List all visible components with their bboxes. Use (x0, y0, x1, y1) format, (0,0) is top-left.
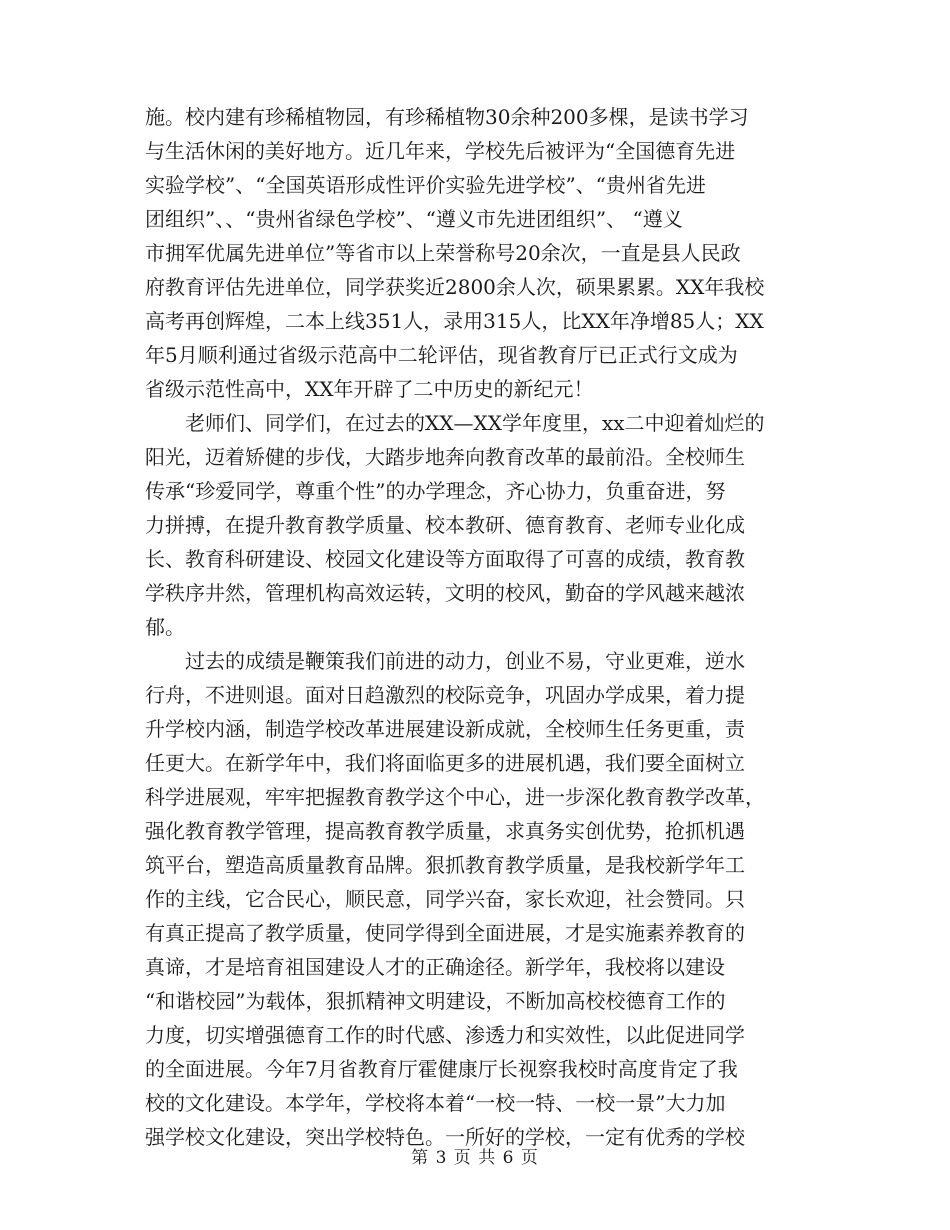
text-line: 任更大。在新学年中，我们将面临更多的进展机遇，我们要全面树立 (145, 751, 745, 775)
text-line: 郁。 (145, 615, 185, 639)
text-line: 强学校文化建设，突出学校特色。一所好的学校，一定有优秀的学校 (145, 1125, 745, 1149)
text-line: 真谛，才是培育祖国建设人才的正确途径。新学年，我校将以建设 (145, 955, 725, 979)
text-line: 年5月顺利通过省级示范高中二轮评估，现省教育厅已正式行文成为 (145, 343, 738, 367)
page-number-label: 第 3 页 共 6 页 (411, 1148, 539, 1168)
text-line: 市拥军优属先进单位”等省市以上荣誉称号20余次，一直是县人民政 (145, 241, 741, 265)
text-line: 实验学校”、“全国英语形成性评价实验先进学校”、“贵州省先进 (145, 173, 706, 197)
text-line: 力度，切实增强德育工作的时代感、渗透力和实效性，以此促进同学 (145, 1023, 745, 1047)
text-line: 老师们、同学们，在过去的XX—XX学年度里，xx二中迎着灿烂的 (145, 411, 765, 435)
page-footer (0, 1146, 950, 1170)
text-line: 的全面进展。今年7月省教育厅霍健康厅长视察我校时高度肯定了我 (145, 1057, 738, 1081)
text-line: 行舟，不进则退。面对日趋激烈的校际竞争，巩固办学成果，着力提 (145, 683, 745, 707)
text-line: 升学校内涵，制造学校改革进展建设新成就，全校师生任务更重，责 (145, 717, 745, 741)
text-line: 力拼搏，在提升教育教学质量、校本教研、德育教育、老师专业化成 (145, 513, 745, 537)
text-line: 与生活休闲的美好地方。近几年来，学校先后被评为“全国德育先进 (145, 139, 736, 163)
text-line: 有真正提高了教学质量，使同学得到全面进展，才是实施素养教育的 (145, 921, 745, 945)
text-line: 筑平台，塑造高质量教育品牌。狠抓教育教学质量，是我校新学年工 (145, 853, 745, 877)
text-line: 作的主线，它合民心，顺民意，同学兴奋，家长欢迎，社会赞同。只 (145, 887, 745, 911)
text-line: 省级示范性高中，XX年开辟了二中历史的新纪元！ (145, 377, 594, 401)
text-line: 科学进展观，牢牢把握教育教学这个中心，进一步深化教育教学改革， (145, 785, 765, 809)
text-line: “和谐校园”为载体，狠抓精神文明建设，不断加高校校德育工作的 (145, 989, 726, 1013)
text-line: 校的文化建设。本学年，学校将本着“一校一特、一校一景”大力加 (145, 1091, 726, 1115)
text-line: 过去的成绩是鞭策我们前进的动力，创业不易，守业更难，逆水 (145, 649, 745, 673)
text-line: 团组织”、、“贵州省绿色学校”、“遵义市先进团组织”、 “遵义 (145, 207, 683, 231)
body-text (145, 100, 810, 1154)
text-line: 高考再创辉煌，二本上线351人，录用315人，比XX年净增85人；XX (145, 309, 764, 333)
text-line: 学秩序井然，管理机构高效运转，文明的校风，勤奋的学风越来越浓 (145, 581, 745, 605)
text-line: 强化教育教学管理，提高教育教学质量，求真务实创优势，抢抓机遇 (145, 819, 745, 843)
text-line: 府教育评估先进单位，同学获奖近2800余人次，硕果累累。XX年我校 (145, 275, 765, 299)
text-line: 施。校内建有珍稀植物园，有珍稀植物30余种200多棵，是读书学习 (145, 105, 749, 129)
text-line: 阳光，迈着矫健的步伐，大踏步地奔向教育改革的最前沿。全校师生 (145, 445, 745, 469)
text-line: 传承“珍爱同学，尊重个性”的办学理念，齐心协力，负重奋进，努 (145, 479, 726, 503)
text-line: 长、教育科研建设、校园文化建设等方面取得了可喜的成绩，教育教 (145, 547, 745, 571)
